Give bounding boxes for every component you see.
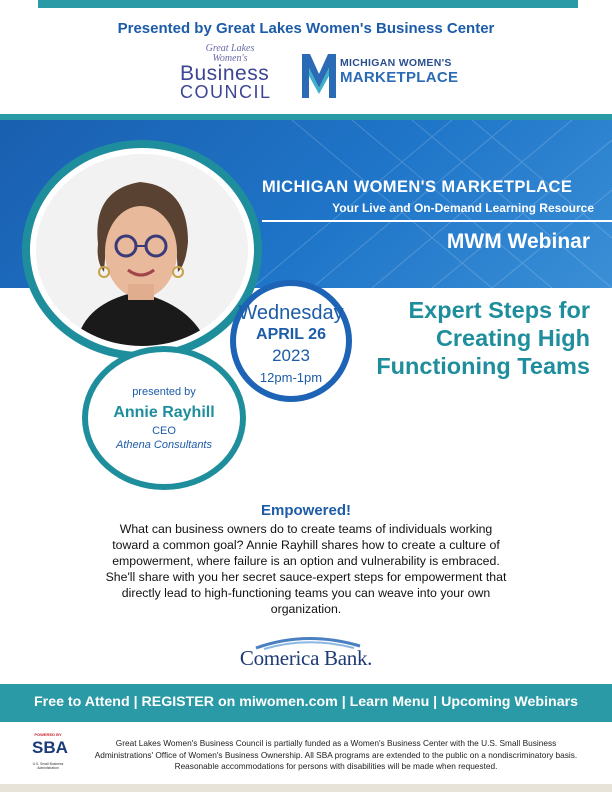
glwbc-logo-script <box>180 44 280 64</box>
top-accent-bar <box>38 0 578 8</box>
sba-subtitle: U.S. Small Business Administration <box>32 762 64 770</box>
event-time: 12pm-1pm <box>259 370 323 385</box>
description-body: What can business owners do to create teams of individuals working toward a common goal? Annie Rayhill shares how to create a culture of empowerment, where failure is an option and vulnerability is embraced. She'll share with you her secret sauce-expert steps for empowerment that directly lead to high-functioning teams you can weave into your own organization. <box>105 522 507 616</box>
sponsor-name: Comerica Bank. <box>239 646 373 670</box>
great-lakes-womens-business-council-logo <box>180 44 280 102</box>
banner-webinar-label: MWM Webinar <box>446 230 590 253</box>
presenter-company: Athena Consultants <box>115 439 212 451</box>
sba-logo <box>28 732 68 774</box>
presenter-name: Annie Rayhill <box>113 404 215 421</box>
registration-text[interactable]: Free to Attend | REGISTER on miwomen.com | Learn Menu | Upcoming Webinars <box>34 694 578 710</box>
presenter-portrait-image <box>36 154 248 346</box>
presenter-info-badge <box>82 346 246 490</box>
banner-divider <box>262 220 612 222</box>
webinar-headline: Expert Steps for Creating High Functioning Teams <box>376 297 590 379</box>
glwbc-logo-script-text: Great Lakes Women's <box>205 43 255 64</box>
sba-mark: SBA <box>32 738 68 757</box>
presenter-photo-frame <box>22 140 262 360</box>
mwm-logo-line1: MICHIGAN WOMEN'S <box>340 57 452 69</box>
michigan-womens-marketplace-logo <box>300 48 470 100</box>
presented-by-label: presented by <box>132 386 196 398</box>
presenter-title: CEO <box>152 425 176 437</box>
presenter-photo <box>36 154 248 346</box>
event-date-badge <box>230 280 352 402</box>
sba-powered-by: POWERED BY <box>34 732 62 737</box>
bottom-accent-bar <box>0 784 612 792</box>
event-date: APRIL 26 <box>256 326 326 343</box>
mwm-m-icon <box>300 48 338 100</box>
banner-title: MICHIGAN WOMEN'S MARKETPLACE <box>262 178 573 196</box>
mwm-logo-line2: MARKETPLACE <box>340 69 459 86</box>
registration-bar <box>0 684 612 722</box>
comerica-bank-logo <box>236 634 376 668</box>
presented-by-heading: Presented by Great Lakes Women's Business Center <box>117 20 495 37</box>
footer-disclaimer: Great Lakes Women's Business Council is partially funded as a Women's Business Center with the U.S. Small Business Administrations' Office of Women's Business Ownership. All SBA programs are extended to the public on a nondiscriminatory basis. Reasonable accommodations for persons with disabilities will be made when requested. <box>94 738 578 771</box>
event-weekday: Wednesday <box>238 302 344 324</box>
glwbc-logo-council: COUNCIL <box>180 82 272 102</box>
description-title: Empowered! <box>260 502 351 519</box>
banner-subtitle: Your Live and On-Demand Learning Resource <box>332 201 594 215</box>
glwbc-logo-business: Business <box>180 62 270 85</box>
event-year: 2023 <box>272 346 310 365</box>
